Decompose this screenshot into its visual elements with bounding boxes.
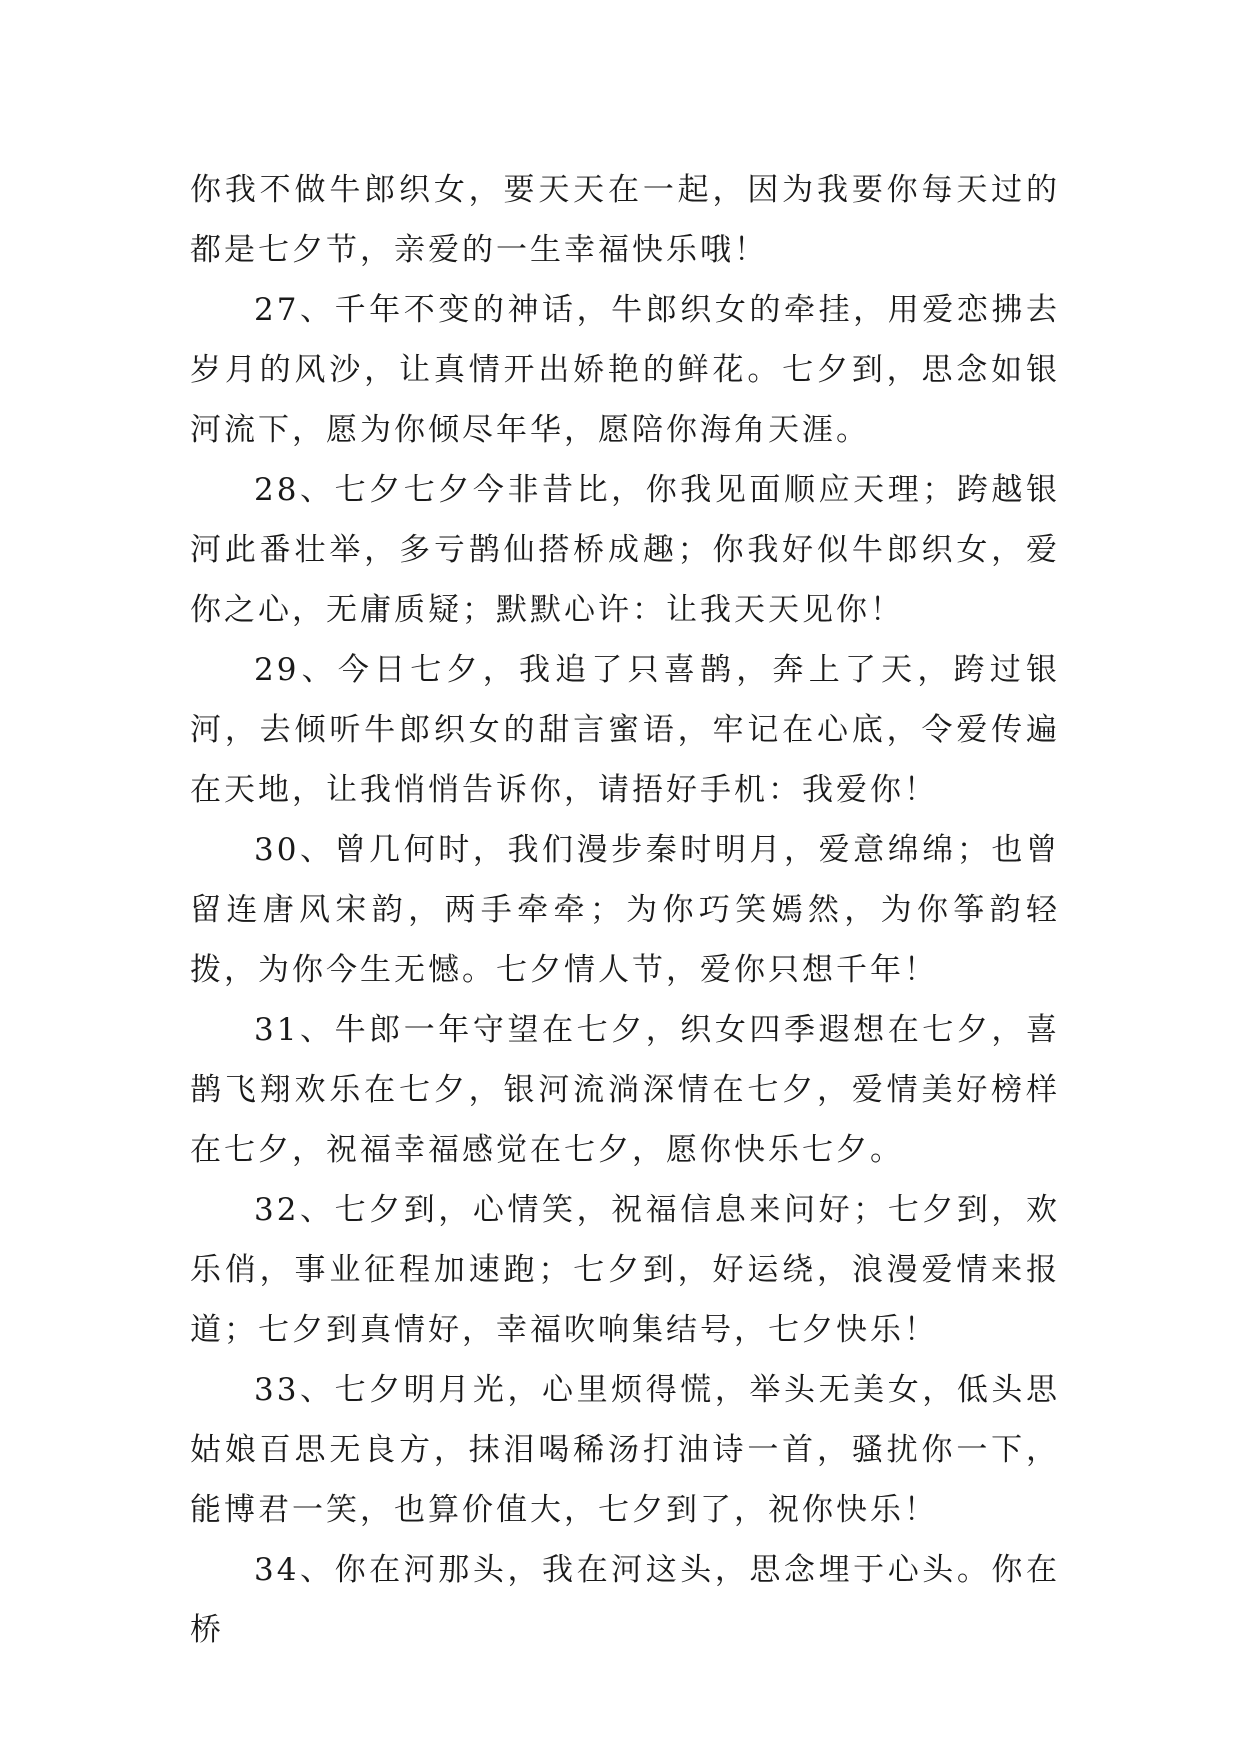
paragraph-27: 27、千年不变的神话，牛郎织女的牵挂，用爱恋拂去岁月的风沙，让真情开出娇艳的鲜花。七夕到，思念如银河流下，愿为你倾尽年华，愿陪你海角天涯。: [190, 292, 1060, 448]
paragraph-33: 33、七夕明月光，心里烦得慌，举头无美女，低头思姑娘百思无良方，抹泪喝稀汤打油诗一首，骚扰你一下，能博君一笑，也算价值大，七夕到了，祝你快乐！: [190, 1372, 1060, 1528]
paragraph-34: 34、你在河那头，我在河这头，思念埋于心头。你在桥: [190, 1552, 1060, 1648]
paragraph-32: 32、七夕到，心情笑，祝福信息来问好；七夕到，欢乐俏，事业征程加速跑；七夕到，好运绕，浪漫爱情来报道；七夕到真情好，幸福吹响集结号，七夕快乐！: [190, 1192, 1060, 1348]
paragraph-30: 30、曾几何时，我们漫步秦时明月，爱意绵绵；也曾留连唐风宋韵，两手牵牵；为你巧笑嫣然，为你筝韵轻拨，为你今生无憾。七夕情人节，爱你只想千年！: [190, 832, 1060, 988]
document-body: [190, 160, 1060, 1660]
paragraph-29: 29、今日七夕，我追了只喜鹊，奔上了天，跨过银河，去倾听牛郎织女的甜言蜜语，牢记在心底，令爱传遍在天地，让我悄悄告诉你，请捂好手机：我爱你！: [190, 652, 1060, 808]
paragraph-31: 31、牛郎一年守望在七夕，织女四季遐想在七夕，喜鹊飞翔欢乐在七夕，银河流淌深情在七夕，爱情美好榜样在七夕，祝福幸福感觉在七夕，愿你快乐七夕。: [190, 1012, 1060, 1168]
paragraph-28: 28、七夕七夕今非昔比，你我见面顺应天理；跨越银河此番壮举，多亏鹊仙搭桥成趣；你我好似牛郎织女，爱你之心，无庸质疑；默默心许：让我天天见你！: [190, 472, 1060, 628]
paragraph-continued: 你我不做牛郎织女，要天天在一起，因为我要你每天过的都是七夕节，亲爱的一生幸福快乐哦！: [190, 172, 1060, 268]
